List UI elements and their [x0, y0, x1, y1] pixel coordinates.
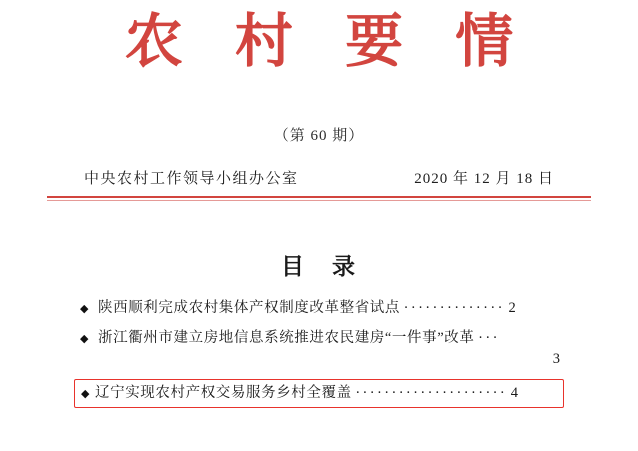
toc-entry-2[interactable]: [80, 328, 562, 370]
toc-entry-3-highlighted[interactable]: [74, 379, 564, 408]
toc-entry-1[interactable]: [80, 298, 562, 319]
contents-heading: [0, 248, 638, 281]
diamond-bullet-icon: ◆: [80, 303, 89, 315]
diamond-bullet-icon: ◆: [80, 333, 89, 345]
publication-date: 2020 年 12 月 18 日: [414, 171, 554, 187]
masthead: [0, 8, 638, 75]
publication-title: 农 村 要 情: [124, 7, 530, 75]
diamond-bullet-icon: ◆: [81, 388, 90, 400]
toc-entry-3-page: 4: [510, 385, 519, 401]
toc-entry-2-title: 浙江衢州市建立房地信息系统推进农民建房“一件事”改革: [98, 330, 475, 346]
toc-entry-2-line: [98, 328, 562, 349]
toc-entry-1-title: 陕西顺利完成农村集体产权制度改革整省试点: [98, 300, 400, 316]
toc-entry-1-line: [98, 298, 562, 319]
table-of-contents: [80, 298, 562, 417]
divider-thin-line: [47, 200, 591, 201]
toc-entry-1-page: 2: [508, 300, 517, 316]
contents-heading-right: 录: [332, 254, 357, 279]
contents-heading-left: 目: [281, 254, 306, 279]
issue-number: （第 60 期）: [273, 128, 365, 144]
publisher-organization: 中央农村工作领导小组办公室: [84, 171, 299, 187]
divider-thick-line: [47, 196, 591, 198]
publisher-line: [84, 167, 554, 188]
toc-entry-2-page: 3: [552, 351, 560, 367]
toc-entry-3-line: [95, 383, 557, 404]
toc-entry-3-leader: ·····················: [355, 385, 508, 401]
toc-entry-3-title: 辽宁实现农村产权交易服务乡村全覆盖: [95, 385, 352, 401]
toc-entry-1-leader: ··············: [403, 300, 505, 316]
toc-entry-2-leader: ···: [478, 330, 500, 346]
header-divider: [47, 196, 591, 201]
